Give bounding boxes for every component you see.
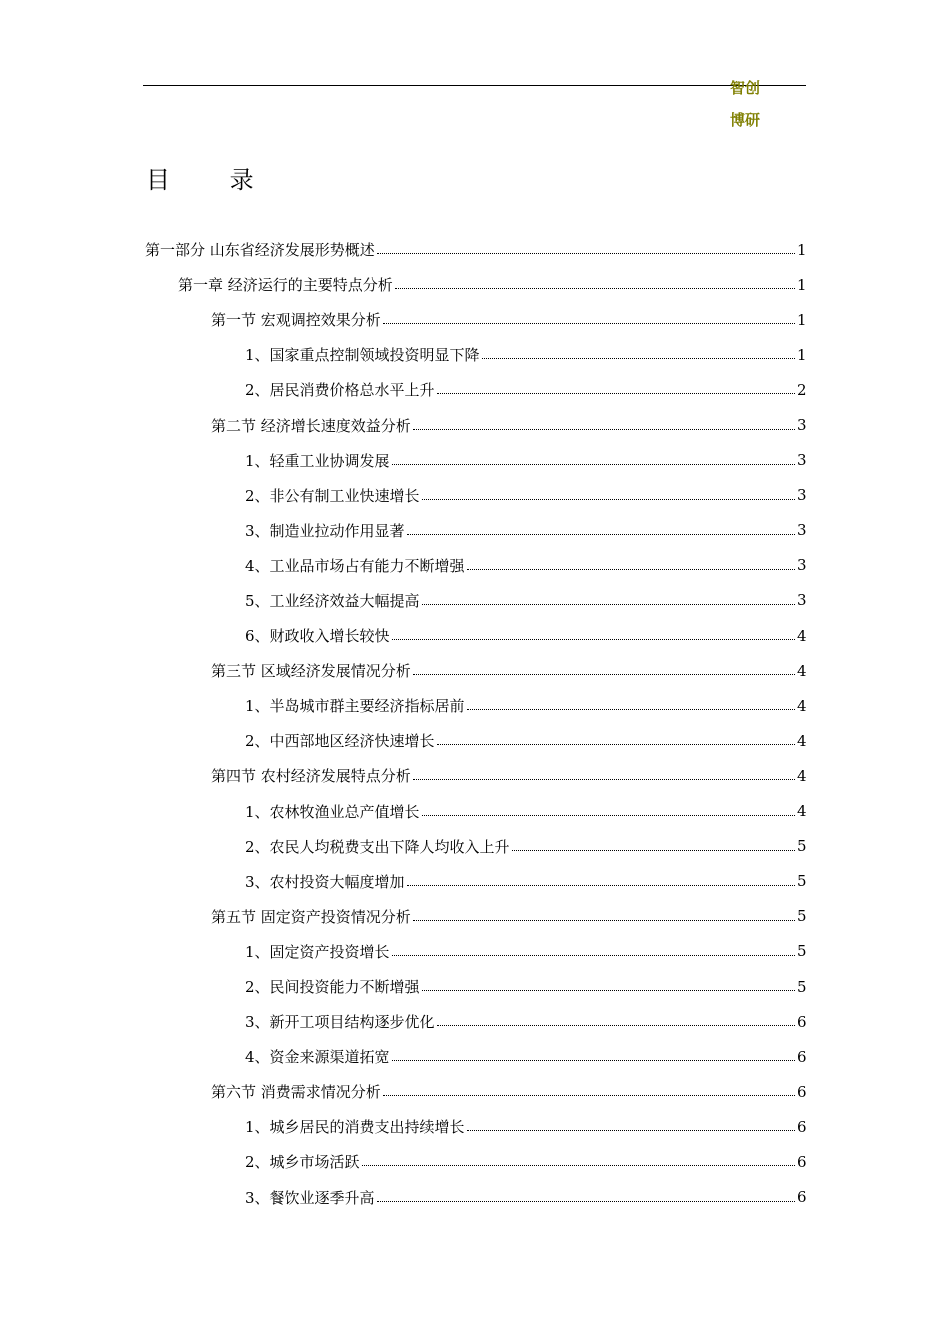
toc-leader-dots — [437, 1025, 795, 1026]
toc-entry-page: 5 — [797, 942, 807, 961]
toc-leader-dots — [413, 429, 795, 430]
toc-entry[interactable] — [145, 969, 806, 1004]
toc-entry-page: 6 — [797, 1047, 807, 1066]
toc-entry-page: 6 — [797, 1152, 807, 1171]
toc-entry-label: 1、城乡居民的消费支出持续增长 — [245, 1118, 465, 1137]
toc-leader-dots — [437, 744, 795, 745]
toc-entry[interactable] — [145, 1004, 806, 1039]
toc-entry-page: 3 — [797, 486, 807, 505]
toc-entry-page: 3 — [797, 521, 807, 540]
toc-leader-dots — [467, 1130, 795, 1131]
toc-entry-label: 2、中西部地区经济快速增长 — [245, 732, 435, 751]
toc-entry[interactable] — [145, 583, 806, 618]
toc-entry[interactable] — [145, 758, 806, 793]
toc-leader-dots — [407, 885, 795, 886]
toc-entry-label: 2、民间投资能力不断增强 — [245, 978, 420, 997]
toc-leader-dots — [482, 358, 795, 359]
toc-entry-page: 4 — [797, 766, 807, 785]
table-of-contents — [145, 232, 806, 1215]
toc-entry-label: 第四节 农村经济发展特点分析 — [211, 767, 411, 786]
toc-entry-page: 6 — [797, 1012, 807, 1031]
toc-leader-dots — [392, 639, 795, 640]
toc-entry-page: 6 — [797, 1117, 807, 1136]
toc-entry[interactable] — [145, 1109, 806, 1144]
toc-entry[interactable] — [145, 794, 806, 829]
toc-entry[interactable] — [145, 934, 806, 969]
toc-entry-page: 3 — [797, 591, 807, 610]
toc-entry-page: 4 — [797, 802, 807, 821]
toc-leader-dots — [512, 850, 795, 851]
brand-logo — [730, 72, 790, 136]
toc-entry-label: 4、资金来源渠道拓宽 — [245, 1048, 390, 1067]
brand-line-2: 博研 — [730, 111, 761, 129]
toc-entry-label: 1、固定资产投资增长 — [245, 942, 390, 961]
toc-entry-page: 3 — [797, 451, 807, 470]
brand-line-1: 智创 — [730, 79, 761, 97]
toc-leader-dots — [422, 604, 795, 605]
toc-leader-dots — [437, 393, 795, 394]
toc-entry-label: 3、农村投资大幅度增加 — [245, 872, 405, 891]
toc-entry-page: 4 — [797, 661, 807, 680]
toc-entry[interactable] — [145, 407, 806, 442]
toc-entry-page: 4 — [797, 731, 807, 750]
toc-entry[interactable] — [145, 513, 806, 548]
toc-leader-dots — [413, 779, 795, 780]
toc-entry-label: 第二节 经济增长速度效益分析 — [211, 416, 411, 435]
toc-entry[interactable] — [145, 1074, 806, 1109]
toc-leader-dots — [377, 253, 795, 254]
toc-entry-page: 6 — [797, 1082, 807, 1101]
toc-entry[interactable] — [145, 267, 806, 302]
toc-title: 目 录 — [146, 166, 280, 194]
toc-leader-dots — [362, 1165, 795, 1166]
toc-entry-page: 2 — [797, 380, 807, 399]
toc-entry-label: 第一节 宏观调控效果分析 — [211, 311, 381, 330]
toc-entry[interactable] — [145, 864, 806, 899]
toc-entry-page: 5 — [797, 977, 807, 996]
toc-leader-dots — [377, 1201, 795, 1202]
toc-entry-page: 4 — [797, 696, 807, 715]
toc-leader-dots — [407, 534, 795, 535]
toc-entry-page: 4 — [797, 626, 807, 645]
toc-leader-dots — [422, 499, 795, 500]
toc-entry-label: 2、城乡市场活跃 — [245, 1153, 360, 1172]
toc-leader-dots — [383, 1095, 795, 1096]
toc-entry-label: 4、工业品市场占有能力不断增强 — [245, 556, 465, 575]
toc-entry-page: 6 — [797, 1188, 807, 1207]
toc-entry-label: 1、半岛城市群主要经济指标居前 — [245, 697, 465, 716]
toc-entry-page: 1 — [797, 275, 807, 294]
toc-leader-dots — [392, 1060, 795, 1061]
toc-entry[interactable] — [145, 337, 806, 372]
toc-entry-page: 5 — [797, 907, 807, 926]
toc-entry-page: 1 — [797, 345, 807, 364]
toc-entry-label: 3、餐饮业逐季升高 — [245, 1188, 375, 1207]
toc-entry[interactable] — [145, 829, 806, 864]
toc-entry[interactable] — [145, 1039, 806, 1074]
toc-leader-dots — [392, 955, 795, 956]
toc-leader-dots — [413, 920, 795, 921]
toc-entry[interactable] — [145, 899, 806, 934]
toc-entry-page: 1 — [797, 310, 807, 329]
toc-entry-page: 3 — [797, 556, 807, 575]
toc-entry[interactable] — [145, 478, 806, 513]
header-rule — [143, 85, 806, 86]
toc-entry-label: 5、工业经济效益大幅提高 — [245, 591, 420, 610]
toc-entry-page: 3 — [797, 416, 807, 435]
toc-entry-label: 3、新开工项目结构逐步优化 — [245, 1013, 435, 1032]
toc-entry-page: 5 — [797, 872, 807, 891]
toc-entry[interactable] — [145, 372, 806, 407]
toc-entry-label: 第三节 区域经济发展情况分析 — [211, 662, 411, 681]
toc-entry-label: 2、非公有制工业快速增长 — [245, 486, 420, 505]
toc-entry[interactable] — [145, 688, 806, 723]
toc-entry[interactable] — [145, 1144, 806, 1179]
toc-entry[interactable] — [145, 1180, 806, 1215]
toc-leader-dots — [422, 815, 795, 816]
toc-entry-label: 第一章 经济运行的主要特点分析 — [178, 276, 393, 295]
toc-entry[interactable] — [145, 618, 806, 653]
toc-entry-label: 3、制造业拉动作用显著 — [245, 521, 405, 540]
toc-entry-label: 2、居民消费价格总水平上升 — [245, 381, 435, 400]
toc-entry-label: 第五节 固定资产投资情况分析 — [211, 907, 411, 926]
toc-leader-dots — [467, 709, 795, 710]
toc-entry[interactable] — [145, 548, 806, 583]
toc-entry-label: 2、农民人均税费支出下降人均收入上升 — [245, 837, 510, 856]
toc-leader-dots — [395, 288, 795, 289]
toc-entry[interactable] — [145, 232, 806, 267]
toc-entry-label: 1、国家重点控制领域投资明显下降 — [245, 346, 480, 365]
toc-entry-label: 第六节 消费需求情况分析 — [211, 1083, 381, 1102]
toc-entry[interactable] — [145, 653, 806, 688]
toc-entry-page: 5 — [797, 837, 807, 856]
toc-entry-label: 1、轻重工业协调发展 — [245, 451, 390, 470]
toc-leader-dots — [467, 569, 795, 570]
toc-entry-label: 6、财政收入增长较快 — [245, 627, 390, 646]
toc-entry[interactable] — [145, 723, 806, 758]
toc-leader-dots — [413, 674, 795, 675]
toc-leader-dots — [422, 990, 795, 991]
toc-entry[interactable] — [145, 443, 806, 478]
toc-leader-dots — [383, 323, 795, 324]
toc-entry-label: 第一部分 山东省经济发展形势概述 — [145, 241, 375, 260]
toc-leader-dots — [392, 464, 795, 465]
toc-entry[interactable] — [145, 302, 806, 337]
toc-entry-label: 1、农林牧渔业总产值增长 — [245, 802, 420, 821]
toc-entry-page: 1 — [797, 240, 807, 259]
